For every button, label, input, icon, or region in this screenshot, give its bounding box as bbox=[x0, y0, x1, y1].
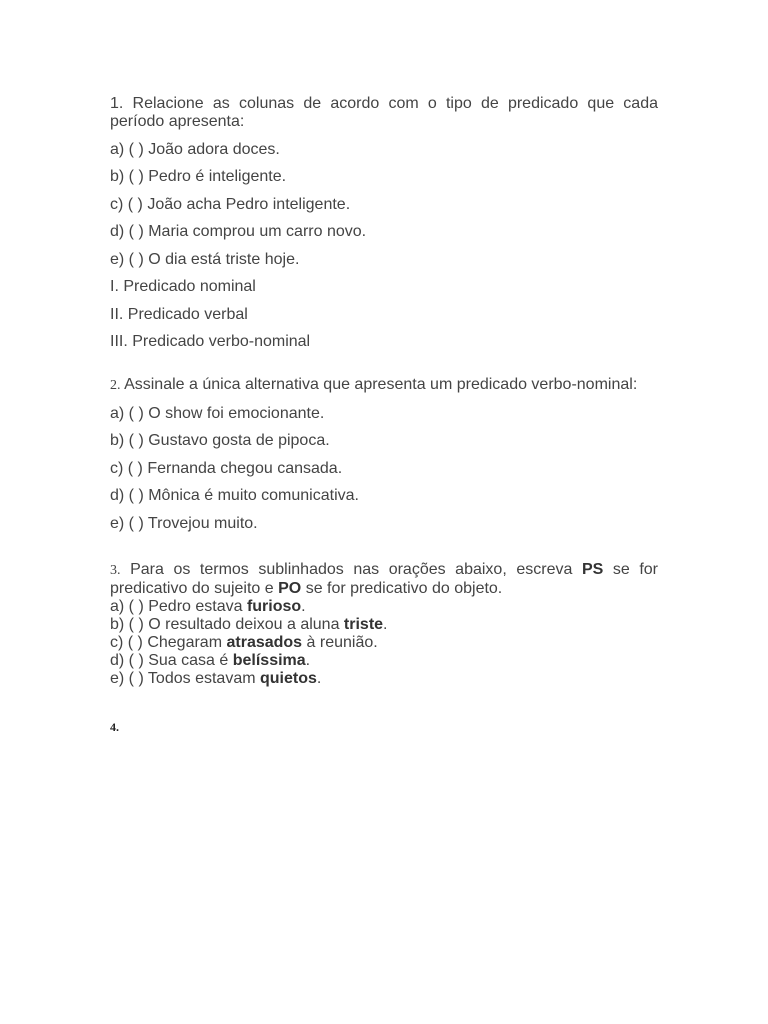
question-1-option-e: e) ( ) O dia está triste hoje. bbox=[110, 250, 300, 268]
option-text: d) ( ) Sua casa é bbox=[110, 651, 229, 669]
question-2 bbox=[110, 376, 658, 533]
option-punctuation: à reunião. bbox=[302, 633, 378, 651]
column-item-i: I. Predicado nominal bbox=[110, 278, 256, 295]
option-text: a) ( ) Pedro estava bbox=[110, 597, 243, 615]
question-3-stem bbox=[110, 561, 658, 598]
question-1-option-b: b) ( ) Pedro é inteligente. bbox=[110, 168, 287, 185]
question-4-stem bbox=[110, 718, 658, 736]
option-punctuation: . bbox=[301, 597, 306, 615]
question-3-option-e bbox=[110, 670, 658, 688]
question-2-stem bbox=[110, 376, 658, 395]
option-punctuation: . bbox=[305, 651, 311, 669]
question-2-option-b: b) ( ) Gustavo gosta de pipoca. bbox=[110, 432, 330, 449]
question-1-option-a: a) ( ) João adora doces. bbox=[110, 140, 280, 158]
question-4-number: 4. bbox=[110, 719, 119, 734]
option-punctuation: . bbox=[316, 669, 322, 687]
option-punctuation: . bbox=[383, 615, 388, 633]
question-3-text-start: Para os termos sublinhados nas orações abaixo, escreva bbox=[130, 560, 573, 578]
question-3 bbox=[110, 561, 658, 688]
column-item-iii: III. Predicado verbo-nominal bbox=[110, 333, 311, 350]
question-1 bbox=[110, 95, 658, 351]
question-1-option-d: d) ( ) Maria comprou um carro novo. bbox=[110, 223, 367, 240]
question-1-stem bbox=[110, 95, 658, 131]
predicative-term: belíssima bbox=[232, 651, 306, 669]
predicative-term: furioso bbox=[246, 597, 302, 615]
po-label: PO bbox=[278, 579, 302, 597]
question-1-text: Relacione as colunas de acordo com o tipo de predicado que cada período apresenta: bbox=[110, 95, 658, 130]
option-text: b) ( ) O resultado deixou a aluna bbox=[110, 615, 340, 633]
question-3-option-d bbox=[110, 652, 658, 670]
question-3-option-c bbox=[110, 634, 658, 652]
question-3-text-end: se for predicativo do objeto. bbox=[305, 579, 503, 597]
question-2-number: 2. bbox=[110, 378, 121, 393]
question-3-option-a bbox=[110, 598, 658, 616]
question-1-option-c: c) ( ) João acha Pedro inteligente. bbox=[110, 195, 351, 213]
ps-label: PS bbox=[581, 560, 604, 578]
question-2-option-d: d) ( ) Mônica é muito comunicativa. bbox=[110, 487, 359, 504]
question-2-text: Assinale a única alternativa que apresenta um predicado verbo-nominal: bbox=[124, 376, 638, 393]
question-2-option-c: c) ( ) Fernanda chegou cansada. bbox=[110, 459, 343, 477]
question-3-number: 3. bbox=[110, 562, 121, 578]
question-1-number: 1. bbox=[110, 95, 124, 112]
predicative-term: atrasados bbox=[226, 633, 303, 651]
question-2-option-e: e) ( ) Trovejou muito. bbox=[110, 514, 258, 532]
option-text: e) ( ) Todos estavam bbox=[110, 669, 256, 687]
option-text: c) ( ) Chegaram bbox=[110, 633, 223, 651]
question-2-option-a: a) ( ) O show foi emocionante. bbox=[110, 404, 325, 422]
document-page bbox=[110, 95, 658, 736]
column-item-ii: II. Predicado verbal bbox=[110, 305, 248, 323]
question-3-text-middle: se for predicativo do sujeito e bbox=[110, 560, 659, 597]
question-4 bbox=[110, 718, 658, 736]
question-3-option-b bbox=[110, 616, 658, 634]
predicative-term: quietos bbox=[260, 669, 317, 687]
predicative-term: triste bbox=[343, 615, 384, 633]
